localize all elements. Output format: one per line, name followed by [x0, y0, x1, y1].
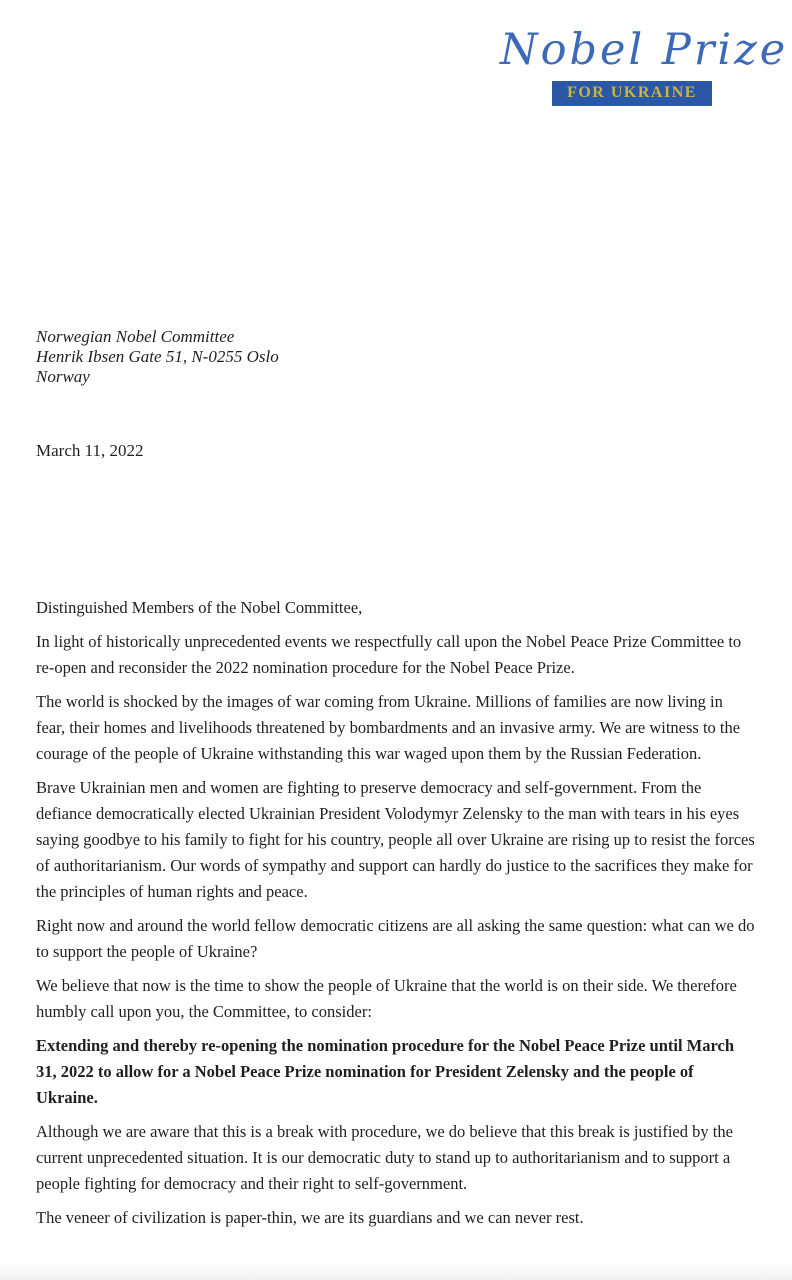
- letter-paragraph: In light of historically unprecedented events we respectfully call upon the Nobel Peace Prize Committee to re-open and reconsider the 2022 nomination procedure for the Nobel Peace Prize.: [36, 632, 742, 677]
- salutation: Distinguished Members of the Nobel Committee,: [36, 598, 363, 617]
- letter-date: March 11, 2022: [36, 441, 144, 460]
- recipient-line-3: Norway: [36, 367, 90, 386]
- letter-paragraph: We believe that now is the time to show the people of Ukraine that the world is on their side. We therefore humbly call upon you, the Committee, to consider:: [36, 976, 737, 1021]
- letter-paragraph: The veneer of civilization is paper-thin, we are its guardians and we can never rest.: [36, 1208, 584, 1227]
- recipient-address: [36, 327, 756, 387]
- page-bottom-edge: [0, 1264, 792, 1280]
- letter-body: [36, 595, 756, 1239]
- letter-paragraph: Although we are aware that this is a break with procedure, we do believe that this break is justified by the current unprecedented situation. It is our democratic duty to stand up to authoritarianism and to support a people fighting for democracy and their right to self-government.: [36, 1122, 733, 1193]
- letter-paragraph: Right now and around the world fellow democratic citizens are all asking the same question: what can we do to support the people of Ukraine?: [36, 916, 755, 961]
- letter-paragraph: Brave Ukrainian men and women are fighting to preserve democracy and self-government. From the defiance democratically elected Ukrainian President Volodymyr Zelensky to the man with tears in his eyes saying goodbye to his family to fight for his country, people all over Ukraine are rising up to resist the forces of authoritarianism. Our words of sympathy and support can hardly do justice to the sacrifices they make for the principles of human rights and peace.: [36, 778, 755, 901]
- letter-paragraph: The world is shocked by the images of war coming from Ukraine. Millions of families are now living in fear, their homes and livelihoods threatened by bombardments and an invasive army. We are witness to the courage of the people of Ukraine withstanding this war waged upon them by the Russian Federation.: [36, 692, 741, 763]
- nobel-prize-for-ukraine-logo: [500, 24, 789, 106]
- recipient-line-2: Henrik Ibsen Gate 51, N-0255 Oslo: [36, 347, 279, 366]
- nobel-prize-script-text: Nobel Prize: [500, 25, 789, 75]
- recipient-line-1: Norwegian Nobel Committee: [36, 327, 235, 346]
- letter-paragraph-bold: Extending and thereby re-opening the nomination procedure for the Nobel Peace Prize until March 31, 2022 to allow for a Nobel Peace Prize nomination for President Zelensky and the people of Ukraine.: [36, 1036, 735, 1107]
- for-ukraine-banner: FOR UKRAINE: [552, 81, 712, 106]
